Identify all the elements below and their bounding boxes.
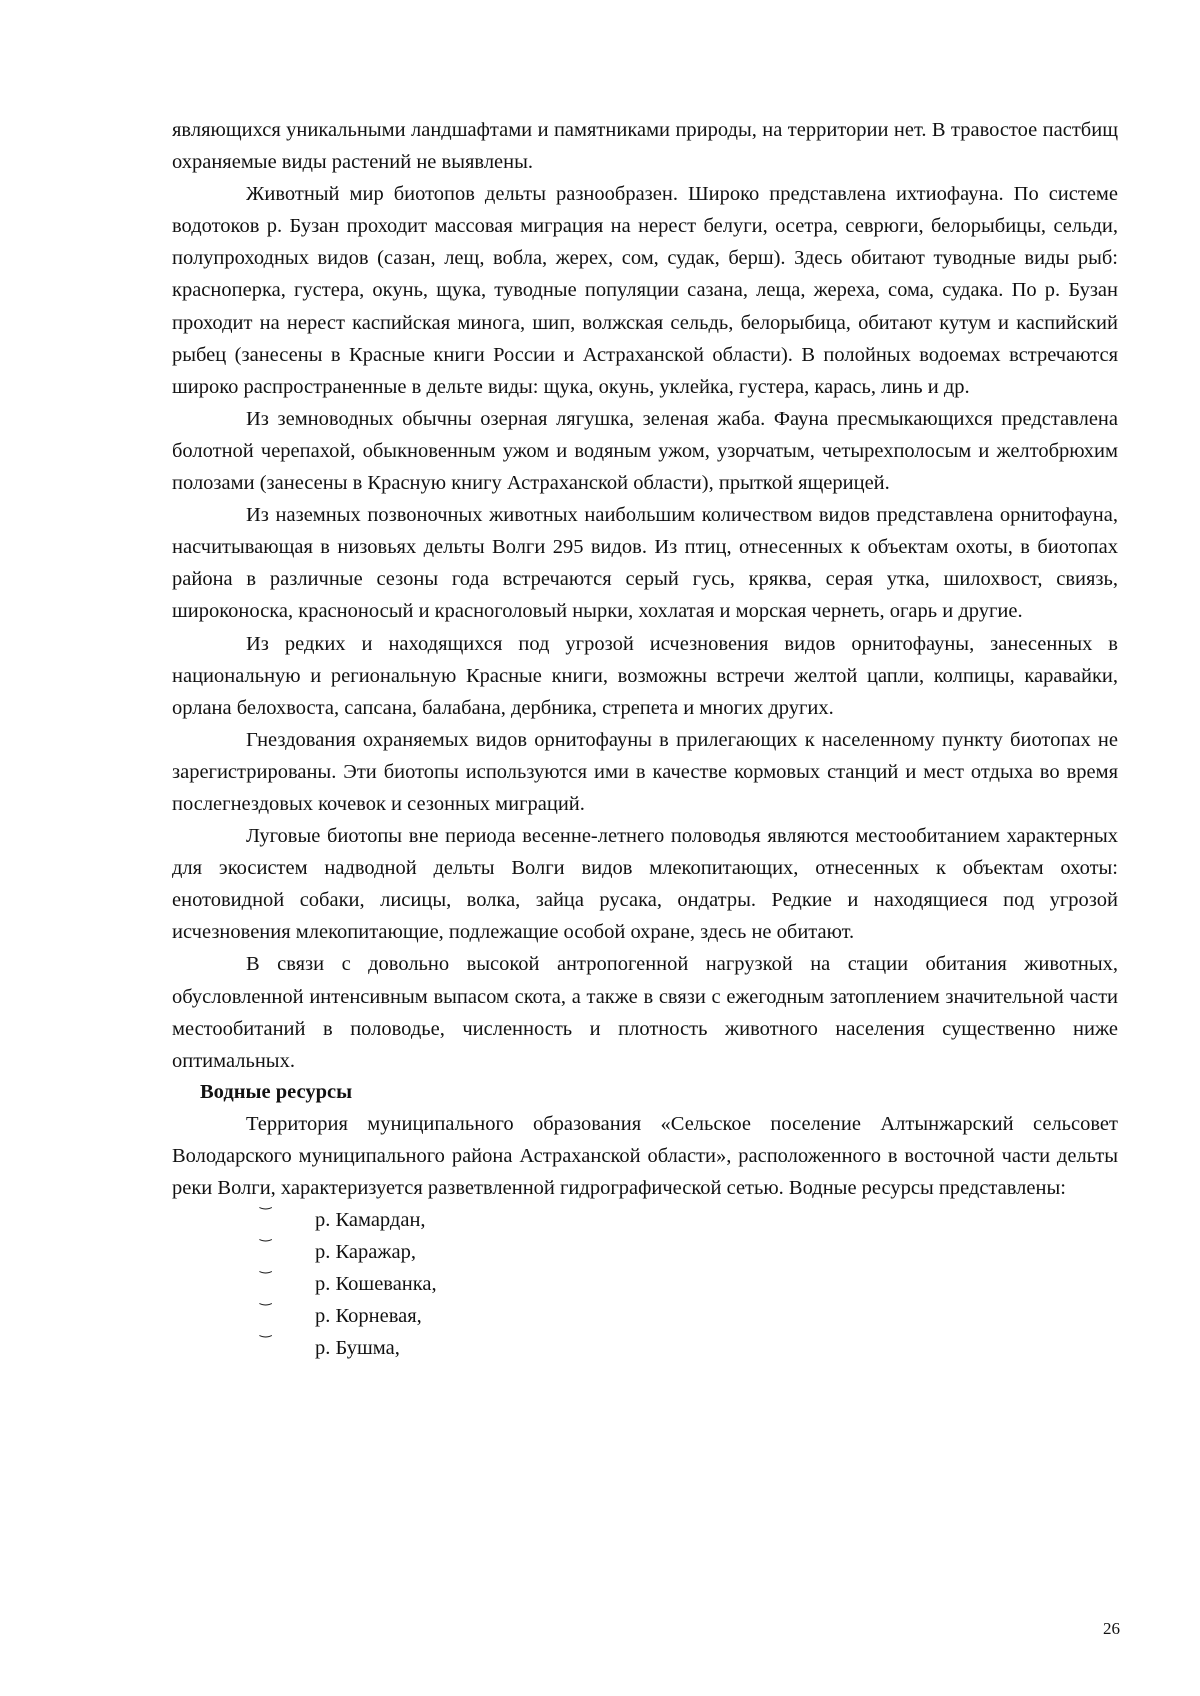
river-name: р. Камардан, [315, 1209, 426, 1232]
rivers-list [172, 1195, 1118, 1364]
list-bullet: ‿ [260, 1323, 272, 1339]
list-item [172, 1227, 1118, 1268]
list-item [172, 1259, 1118, 1300]
paragraph-ichthyofauna: Животный мир биотопов дельты разнообразен. Широко представлена ихтиофауна. По системе водотоков р. Бузан проходит массовая миграция на нерест белуги, осетра, севрюги, белорыбицы, сельди, полупроходных видов (сазан, лещ, вобла, жерех, сом, судак, берш). Здесь обитают туводные виды рыб: красноперка, густера, окунь, щука, туводные популяции сазана, леща, жереха, сома, судака. По р. Бузан проходит на нерест каспийская минога, шип, волжская сельдь, белорыбица, обитают кутум и каспийский рыбец (занесены в Красные книги России и Астраханской области). В полойных водоемах встречаются широко распространенные в дельте виды: щука, окунь, уклейка, густера, карась, линь и др. [172, 183, 1118, 398]
list-bullet: ‿ [260, 1195, 272, 1211]
section-heading-water-resources: Водные ресурсы [200, 1080, 353, 1103]
page-number: 26 [1103, 1619, 1120, 1638]
list-item [172, 1291, 1118, 1332]
paragraph-avifauna: Из наземных позвоночных животных наибольшим количеством видов представлена орнитофауна, насчитывающая в низовьях дельты Волги 295 видов. Из птиц, отнесенных к объектам охоты, в биотопах района в различные сезоны года встречаются серый гусь, кряква, серая утка, шилохвост, свиязь, широконоска, красноносый и красноголовый нырки, хохлатая и морская чернеть, огарь и другие. [172, 504, 1118, 623]
river-name: р. Каражар, [315, 1241, 416, 1264]
paragraph-mammals: Луговые биотопы вне периода весенне-летнего половодья являются местообитанием характерных для экосистем надводной дельты Волги видов млекопитающих, отнесенных к объектам охоты: енотовидной собаки, лисицы, волка, зайца русака, ондатры. Редкие и находящиеся под угрозой исчезновения млекопитающие, подлежащие особой охране, здесь не обитают. [172, 825, 1118, 944]
paragraph-protected-landscapes: являющихся уникальными ландшафтами и памятниками природы, на территории нет. В травостое пастбищ охраняемые виды растений не выявлены. [172, 119, 1118, 174]
paragraph-nesting: Гнездования охраняемых видов орнитофауны в прилегающих к населенному пункту биотопах не зарегистрированы. Эти биотопы используются ими в качестве кормовых станций и мест отдыха во время послегнездовых кочевок и сезонных миграций. [172, 728, 1118, 815]
paragraph-rare-birds: Из редких и находящихся под угрозой исчезновения видов орнитофауны, занесенных в национальную и региональную Красные книги, возможны встречи желтой цапли, колпицы, каравайки, орлана белохвоста, сапсана, балабана, дербника, стрепета и многих других. [172, 632, 1118, 719]
river-name: р. Кошеванка, [315, 1273, 437, 1296]
list-bullet: ‿ [260, 1291, 272, 1307]
paragraph-water-resources-intro: Территория муниципального образования «Сельское поселение Алтынжарский сельсовет Володарского муниципального района Астраханской области», расположенного в восточной части дельты реки Волги, характеризуется разветвленной гидрографической сетью. Водные ресурсы представлены: [172, 1112, 1118, 1199]
list-bullet: ‿ [260, 1259, 272, 1275]
list-item [172, 1323, 1118, 1364]
river-name: р. Бушма, [315, 1337, 400, 1360]
list-item [172, 1195, 1118, 1236]
paragraph-amphibians-reptiles: Из земноводных обычны озерная лягушка, зеленая жаба. Фауна пресмыкающихся представлена болотной черепахой, обыкновенным ужом и водяным ужом, узорчатым, четырехполосым и желтобрюхим полозами (занесены в Красную книгу Астраханской области), прыткой ящерицей. [172, 407, 1118, 495]
list-bullet: ‿ [260, 1227, 272, 1243]
paragraph-anthropogenic-load: В связи с довольно высокой антропогенной нагрузкой на стации обитания животных, обусловленной интенсивным выпасом скота, а также в связи с ежегодным затоплением значительной части местообитаний в половодье, численность и плотность животного населения существенно ниже оптимальных. [172, 953, 1118, 1072]
river-name: р. Корневая, [315, 1305, 422, 1328]
page-content [172, 114, 1118, 1365]
